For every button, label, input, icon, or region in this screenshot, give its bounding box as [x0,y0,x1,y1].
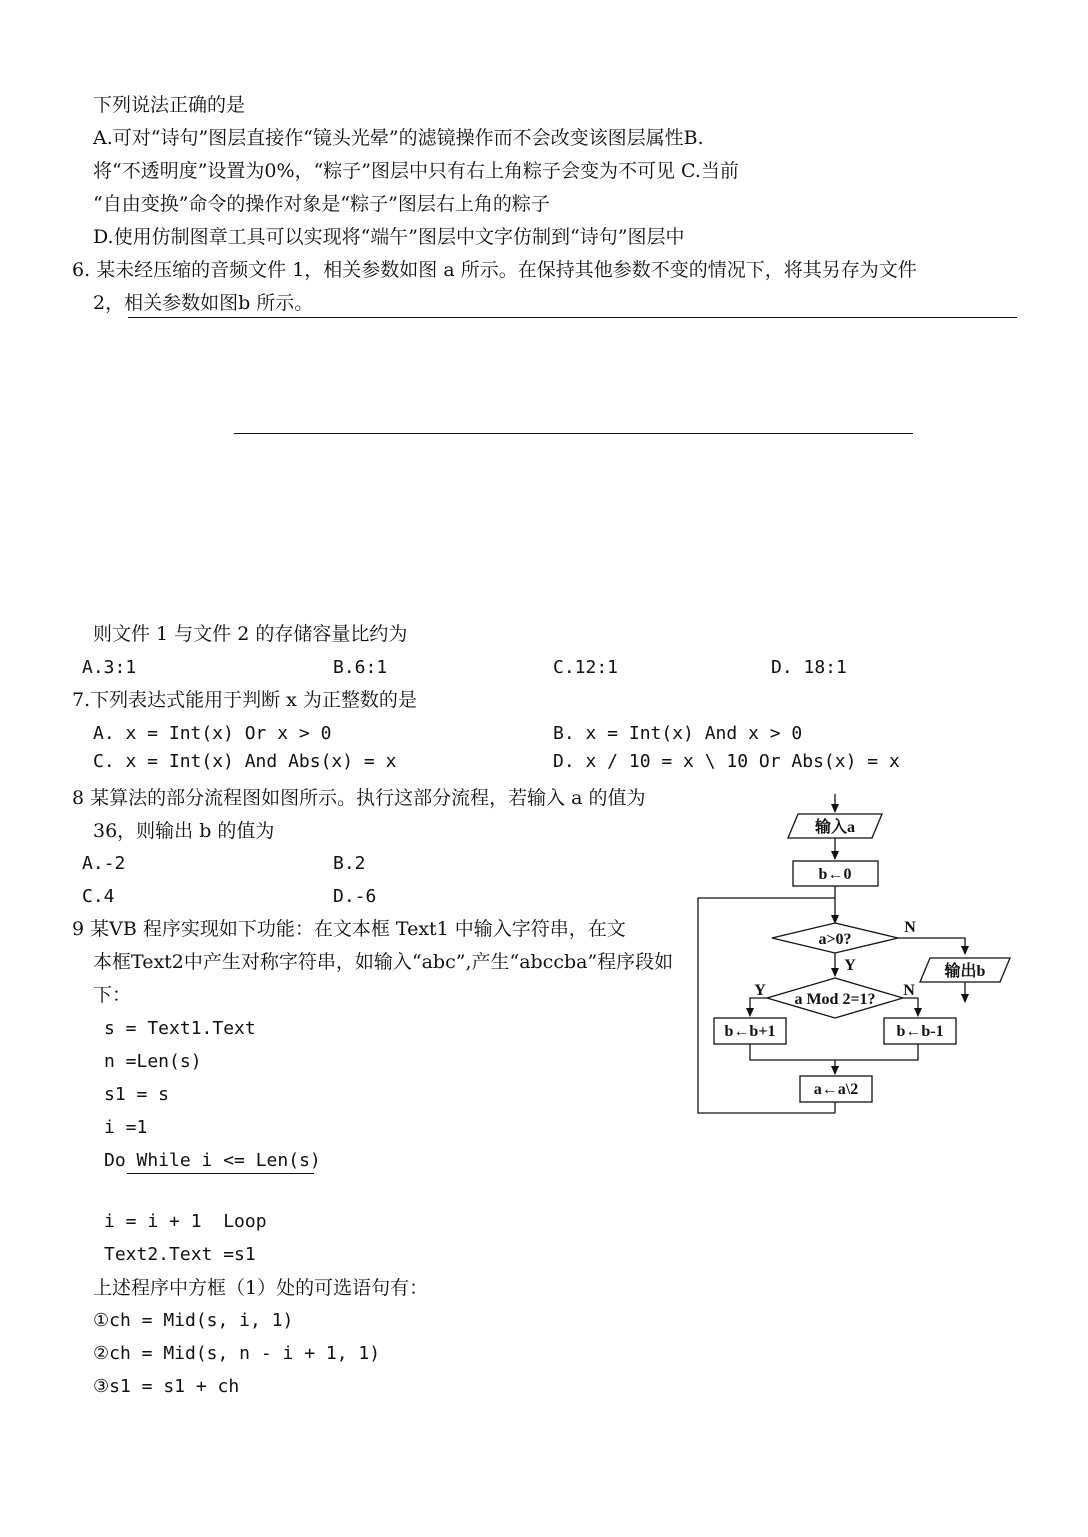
figure-b-rule [234,433,913,434]
code-line-2: n =Len(s) [104,1051,202,1072]
code-line-6: i = i + 1 Loop [104,1211,267,1232]
q5-line-4: D.使用仿制图章工具可以实现将“端午”图层中文字仿制到“诗句”图层中 [93,226,685,248]
q8-option-c: C.4 [82,886,115,907]
code-line-5-underline [127,1173,314,1174]
flowchart [690,790,1030,1130]
code-line-3: s1 = s [104,1084,170,1105]
q8-option-d: D.-6 [333,886,377,907]
q6-option-c: C.12:1 [553,657,619,678]
q7-option-c: C. x = Int(x) And Abs(x) = x [93,751,397,772]
flowchart-dec-label: b←b-1 [896,1023,944,1040]
code-line-1: s = Text1.Text [104,1018,256,1039]
q6-line-2 [93,291,313,315]
code-line-7: Text2.Text =s1 [104,1244,256,1265]
figure-a-rule [128,317,1017,318]
q6-line-1: 6. 某未经压缩的音频文件 1，相关参数如图 a 所示。在保持其他参数不变的情况下，将其另存为文件 [72,259,917,281]
flowchart-cond1-label: a>0? [818,931,852,948]
q6-line-2-prefix: 2， [93,292,125,314]
flowchart-cond2-no-label: N [903,982,915,999]
flowchart-inc-label: b←b+1 [724,1023,776,1040]
q8-option-b: B.2 [333,853,366,874]
code-line-5: Do While i <= Len(s) [104,1150,321,1171]
q5-line-3: “自由变换”命令的操作对象是“粽子”图层右上角的粽子 [93,193,550,215]
q5-line-2: 将“不透明度”设置为0%，“粽子”图层中只有右上角粽子会变为不可见 C.当前 [93,160,739,182]
flowchart-halve-label: a←a\2 [813,1081,859,1098]
q8-option-a: A.-2 [82,853,126,874]
flowchart-cond1-yes-label: Y [844,957,856,974]
q7-option-a: A. x = Int(x) Or x > 0 [93,723,332,744]
q8-line-1: 8 某算法的部分流程图如图所示。执行这部分流程，若输入 a 的值为 [72,787,646,809]
q7-stem: 7.下列表达式能用于判断 x 为正整数的是 [72,689,417,711]
q9-line-2: 本框Text2中产生对称字符串，如输入“abc”,产生“abccba”程序段如 [93,951,674,973]
q7-option-d: D. x / 10 = x \ 10 Or Abs(x) = x [553,751,900,772]
q8-line-2: 36，则输出 b 的值为 [93,820,275,842]
q6-line-2-underlined: 相关参数如图b 所示。 [124,292,314,314]
q6-option-b: B.6:1 [333,657,388,678]
q9-choices-intro: 上述程序中方框（1）处的可选语句有： [93,1277,429,1299]
q9-line-1: 9 某VB 程序实现如下功能：在文本框 Text1 中输入字符串，在文 [72,918,626,940]
flowchart-cond1-no-label: N [904,919,916,936]
arrow-cond1-no [898,938,965,954]
q7-option-b: B. x = Int(x) And x > 0 [553,723,803,744]
flowchart-cond2-yes-label: Y [754,982,766,999]
q5-line-1: A.可对“诗句”图层直接作“镜头光晕”的滤镜操作而不会改变该图层属性B. [93,127,704,149]
arrow-cond2-yes [750,998,767,1016]
flowchart-input-label: 输入a [814,819,856,836]
q9-line-3: 下： [93,984,132,1006]
q6-option-d: D. 18:1 [771,657,847,678]
code-line-4: i =1 [104,1117,148,1138]
q6-question: 则文件 1 与文件 2 的存储容量比约为 [93,623,408,645]
q9-choice-2: ②ch = Mid(s, n - i + 1, 1) [93,1343,381,1364]
q6-option-a: A.3:1 [82,657,137,678]
flowchart-output-label: 输出b [944,963,986,980]
q5-stem: 下列说法正确的是 [93,94,246,116]
arrow-cond2-no [903,998,918,1016]
flowchart-cond2-label: a Mod 2=1? [794,991,876,1008]
flowchart-init-label: b←0 [818,866,852,883]
q9-choice-1: ①ch = Mid(s, i, 1) [93,1310,294,1331]
q9-choice-3: ③s1 = s1 + ch [93,1376,240,1397]
merge-line [750,1044,918,1060]
